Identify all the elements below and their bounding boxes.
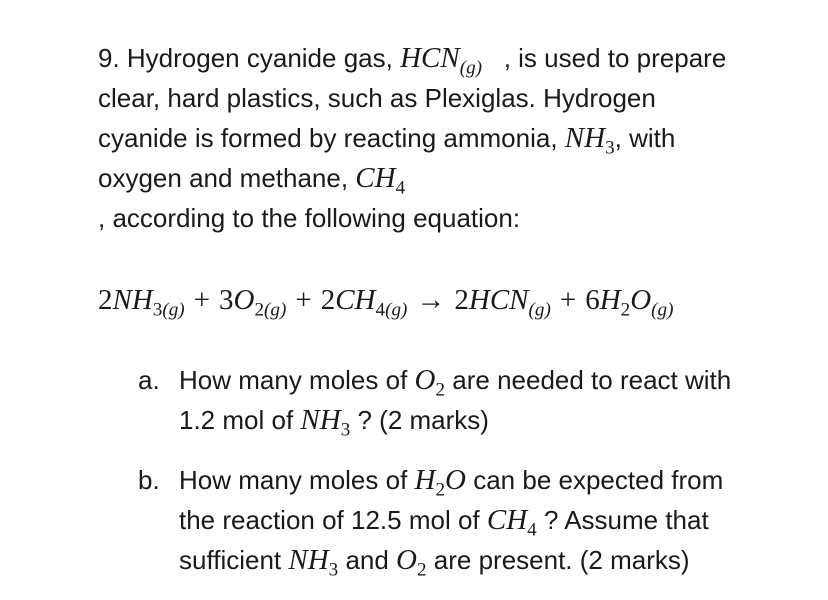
reactant-ch4: CH [335,284,376,316]
nh3-subscript: 3 [328,559,339,581]
question-b-text [179,460,739,580]
question-a-text-1: How many moles of [179,365,415,395]
plus-sign: + [295,284,312,316]
intro-text-3: , with oxygen and methane, [98,123,676,193]
reactant-o2-subscript: 2 [254,299,265,321]
product-h2o-phase: (g) [651,299,674,321]
question-b-text-1: How many moles of [179,465,415,495]
nh-symbol: NH [288,544,329,576]
chemical-equation [98,280,673,320]
coef-h2o: 6 [585,284,600,316]
coef-hcn: 2 [454,284,469,316]
reaction-arrow: → [416,284,446,316]
o-symbol: O [445,464,466,496]
question-b-text-5: are present. (2 marks) [426,545,690,575]
plus-sign: + [559,284,577,316]
question-a-text [179,360,739,440]
question-a-letter: a. [138,365,160,395]
question-b-text-4: and [338,545,397,575]
reactant-nh3-subscript: 3 [152,299,163,321]
question-b-letter: b. [138,465,160,495]
question-b-text-3: ? Assume that sufficient [179,505,709,575]
question-b [138,460,739,580]
product-h2o-h: H [599,284,621,316]
product-hcn-phase: (g) [528,299,551,321]
hcn-formula [400,42,483,79]
ch4-subscript: 4 [395,177,406,199]
intro-text-4: , according to the following equation: [98,203,521,233]
plus-sign: + [193,284,211,316]
nh-symbol: NH [564,122,606,154]
nh-symbol: NH [300,404,341,436]
nh3-formula [564,122,615,159]
product-h2o-o: O [630,284,652,316]
ch-symbol: CH [355,162,396,194]
reactant-o2-phase: (g) [264,299,287,321]
hcn-symbol: HCN [400,42,460,74]
nh3-formula [300,404,351,441]
ch4-formula [486,504,537,541]
ch4-subscript: 4 [527,519,537,541]
h2o-formula [414,464,466,501]
reactant-ch4-subscript: 4 [375,299,386,321]
question-a [138,360,739,440]
problem-statement [98,38,738,238]
o-symbol: O [396,544,417,576]
intro-text-2: , is used to prepare clear, hard plastics, such as Plexiglas. Hydrogen cyanide is formed by reacting ammonia, [98,43,727,153]
h-symbol: H [414,464,436,496]
product-h2o-subscript: 2 [620,299,631,321]
h2o-subscript: 2 [435,479,446,501]
o2-formula [396,544,427,581]
reactant-nh3-phase: (g) [162,299,185,321]
ch-symbol: CH [486,504,528,536]
reactant-nh3: NH [112,284,153,316]
ch4-formula [355,162,406,199]
reactant-ch4-phase: (g) [385,299,408,321]
question-b-text-2: can be expected from the reaction of 12.5 mol of [179,465,724,535]
reactant-o2: O [233,284,255,316]
o-symbol: O [414,364,436,396]
o2-subscript: 2 [417,559,427,581]
question-a-text-2: are needed to react with 1.2 mol of [179,365,732,435]
coef-nh3: 2 [98,284,113,316]
intro-text-1: 9. Hydrogen cyanide gas, [98,43,401,73]
nh3-formula [288,544,339,581]
hcn-phase: (g) [459,57,483,79]
coef-o2: 3 [219,284,234,316]
o2-subscript: 2 [435,379,446,401]
coef-ch4: 2 [320,284,336,316]
o2-formula [414,364,446,401]
question-a-text-3: ? (2 marks) [350,405,489,435]
product-hcn: HCN [468,284,529,316]
nh3-subscript: 3 [340,419,351,441]
nh3-subscript: 3 [605,137,615,159]
